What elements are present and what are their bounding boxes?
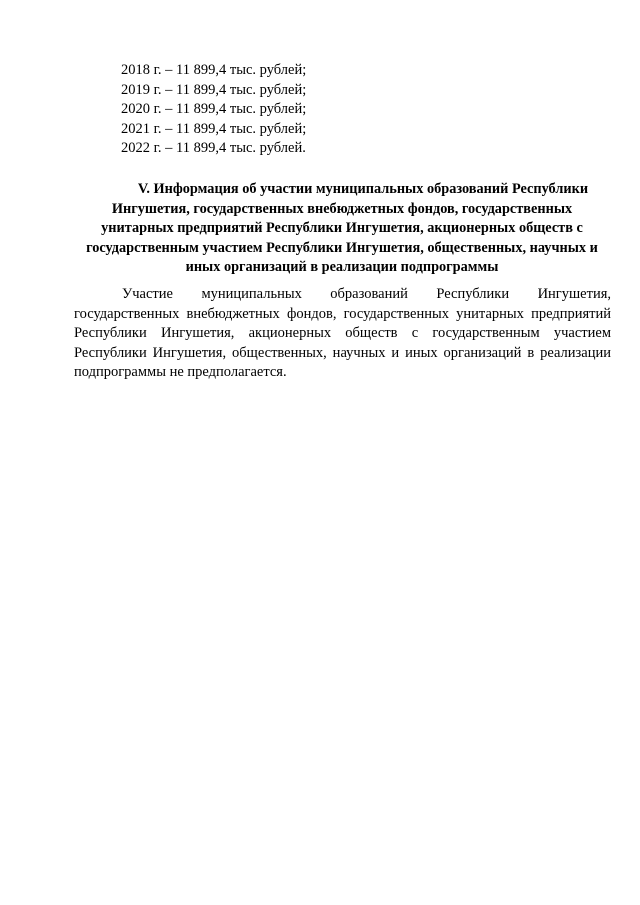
funding-item-2021: 2021 г. – 11 899,4 тыс. рублей; (121, 120, 307, 137)
funding-item-2022: 2022 г. – 11 899,4 тыс. рублей. (121, 140, 306, 156)
funding-item-2019: 2019 г. – 11 899,4 тыс. рублей; (121, 81, 307, 98)
funding-by-year-list (121, 61, 306, 159)
funding-item-2020: 2020 г. – 11 899,4 тыс. рублей; (121, 101, 307, 117)
funding-item-2018: 2018 г. – 11 899,4 тыс. рублей; (121, 62, 307, 78)
section-heading: V. Информация об участии муниципальных образований Республики Ингушетия, государственных внебюджетных фондов, государственных унитарных предприятий Республики Ингушетия, акционерных обществ с государственным участием Республики Ингушетия, общественных, научных и иных организаций в реализации подпрограммы (86, 181, 598, 275)
section-paragraph: Участие муниципальных образований Республики Ингушетия, государственных внебюджетных фондов, государственных унитарных предприятий Республики Ингушетия, акционерных обществ с государственным участием Республики Ингушетия, общественных, научных и иных организаций в реализации подпрограммы не предполагается. (74, 286, 611, 380)
